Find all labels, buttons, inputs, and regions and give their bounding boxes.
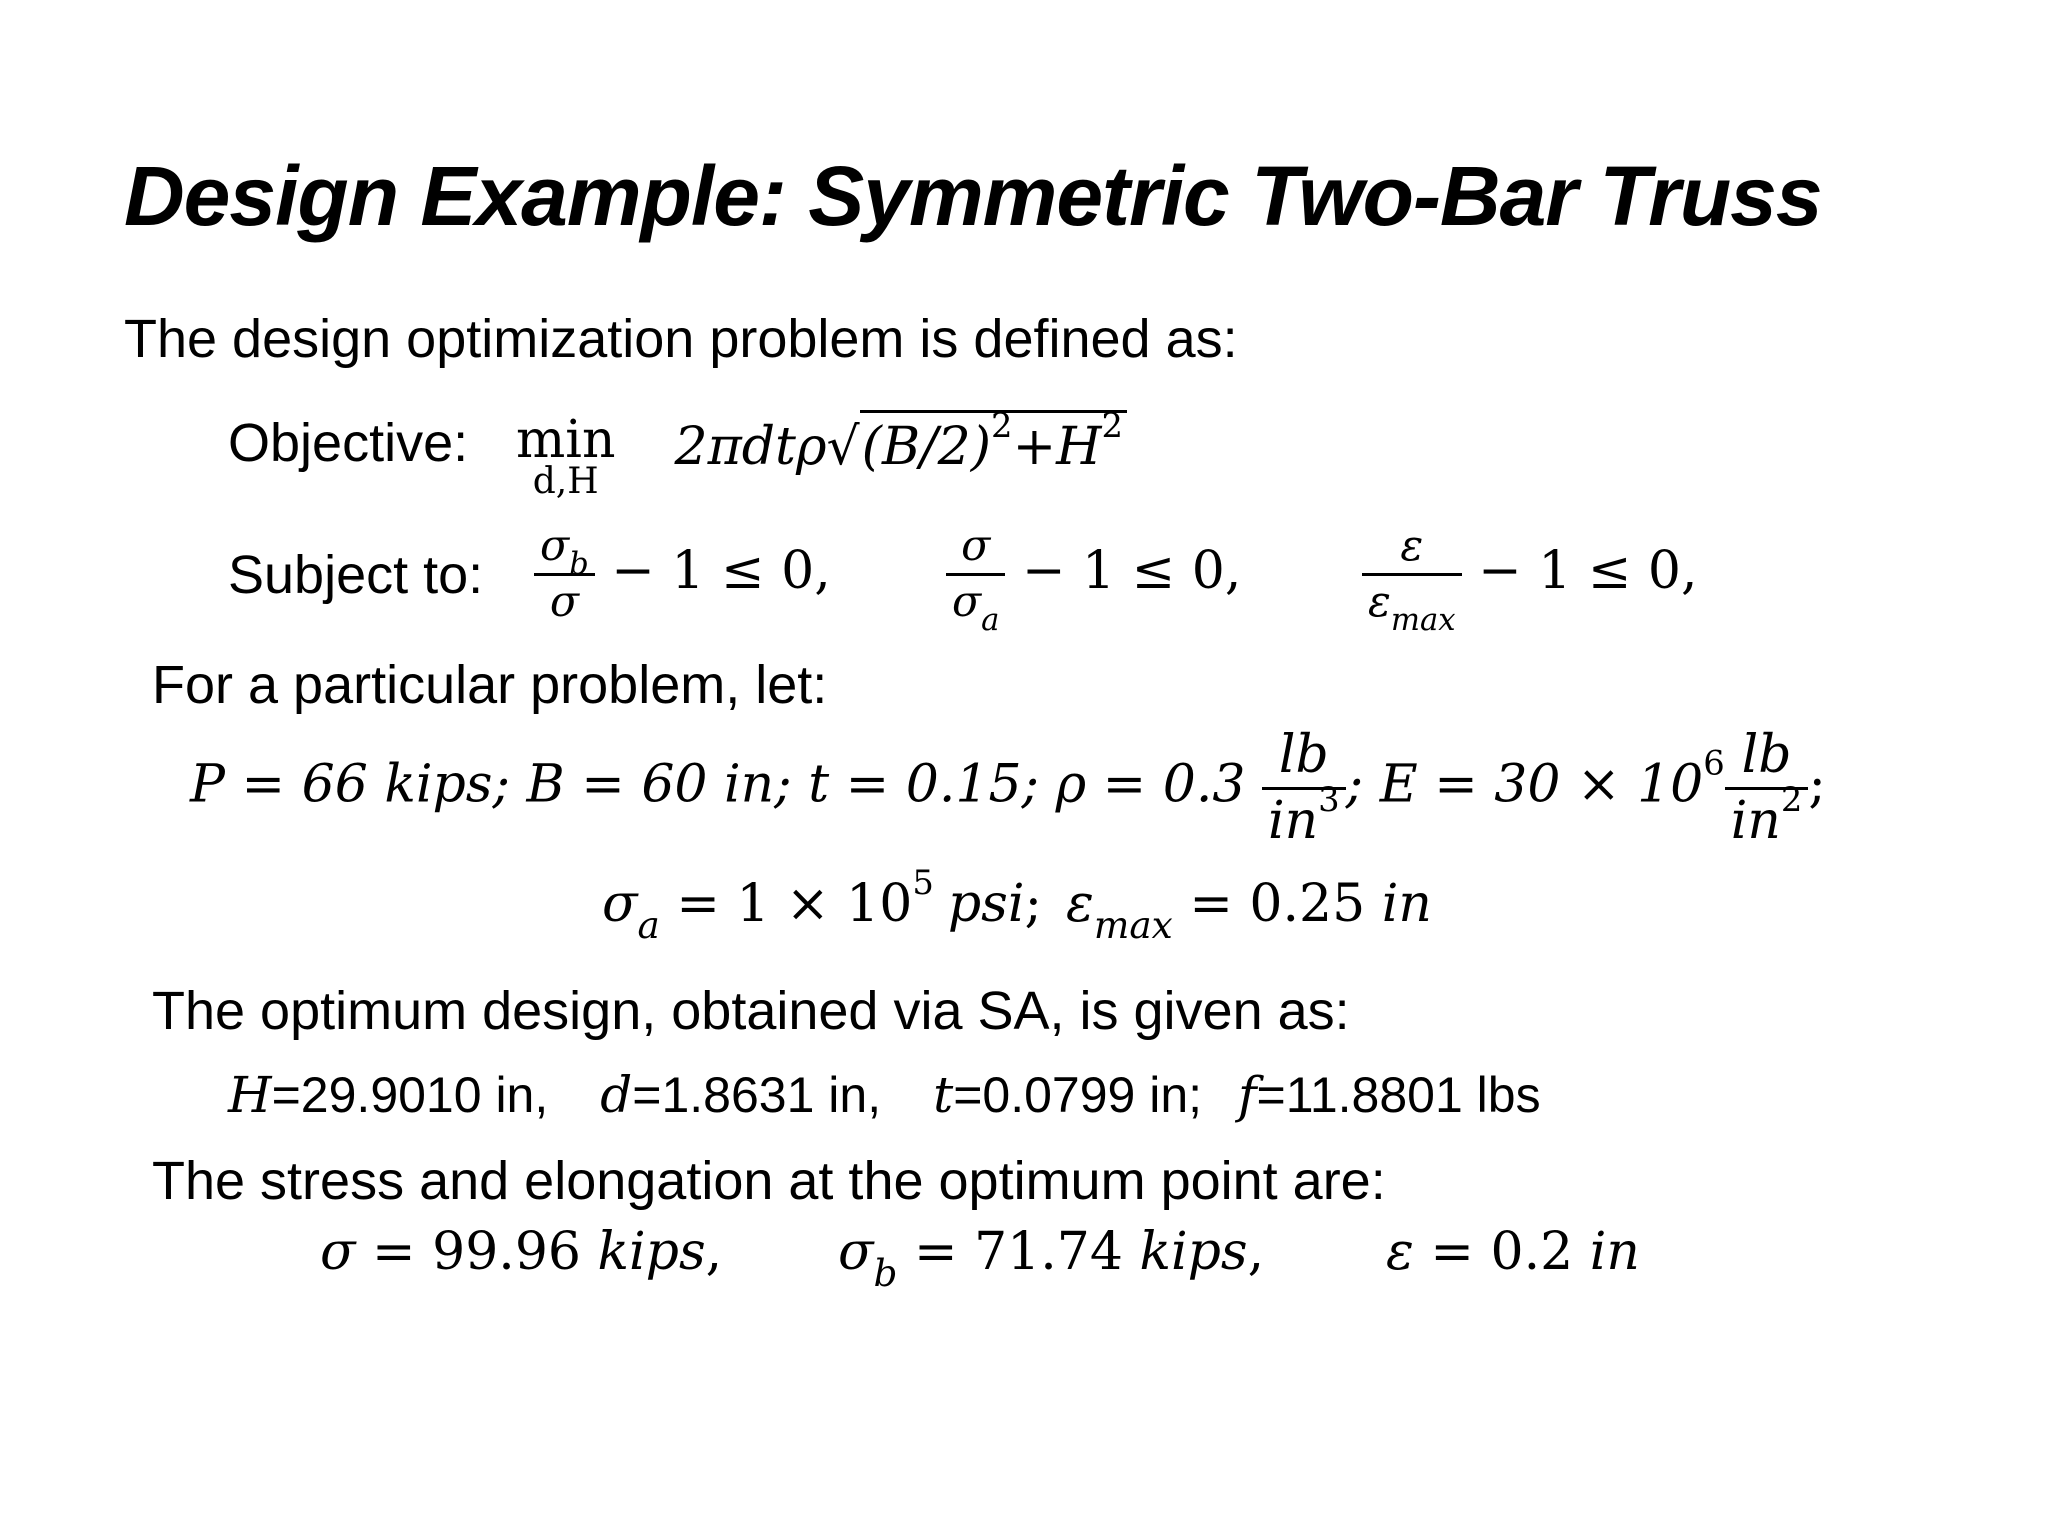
min-operator: min d,H bbox=[516, 410, 616, 502]
constraint-1: $\frac{\sigma_b}{\sigma}$ − 1 ≤ 0, bbox=[534, 524, 831, 625]
optimum-intro: The optimum design, obtained via SA, is given as: bbox=[152, 981, 1350, 1041]
parameters-line-1: P = 66 kips; B = 60 in; t = 0.15; ρ = 0.3 $\frac{lb}{in^3}$ ; $E = 30 \times 10^6$ $\frac{lb}{in^2}$ ; bbox=[190, 725, 1826, 851]
intro-text: The design optimization problem is defined as: bbox=[124, 309, 1238, 369]
constraints-label: Subject to: bbox=[228, 545, 484, 605]
constraint-3: $\frac{\varepsilon}{\varepsilon_{max}}$ − 1 ≤ 0, bbox=[1362, 524, 1698, 625]
objective-expression: min d,H $2\pi dt\rho√(B/2)^2+H^2$ bbox=[516, 410, 1127, 500]
parameters-line-2: $\sigma_a = 1 \times 10^5$ psi; $\varepsilon_{max} = 0.25$ in bbox=[602, 862, 1432, 947]
constraint-2: $\frac{\sigma}{\sigma_a}$ − 1 ≤ 0, bbox=[946, 524, 1241, 625]
particular-intro: For a particular problem, let: bbox=[152, 655, 828, 715]
square-root: $√(B/2)^2+H^2$ bbox=[827, 410, 1127, 477]
results-bending-stress: $\sigma_b = 71.74$ kips, bbox=[838, 1222, 1265, 1295]
optimum-values: H=29.9010 in, d=1.8631 in, t=0.0799 in; f=11.8801 lbs bbox=[228, 1066, 1541, 1124]
slide-title: Design Example: Symmetric Two-Bar Truss bbox=[124, 149, 1822, 243]
stress-intro: The stress and elongation at the optimum point are: bbox=[152, 1151, 1386, 1211]
results-elongation: ε = 0.2 in bbox=[1386, 1222, 1640, 1282]
objective-label: Objective: bbox=[228, 413, 469, 473]
results-stress: σ = 99.96 kips, bbox=[320, 1222, 723, 1282]
